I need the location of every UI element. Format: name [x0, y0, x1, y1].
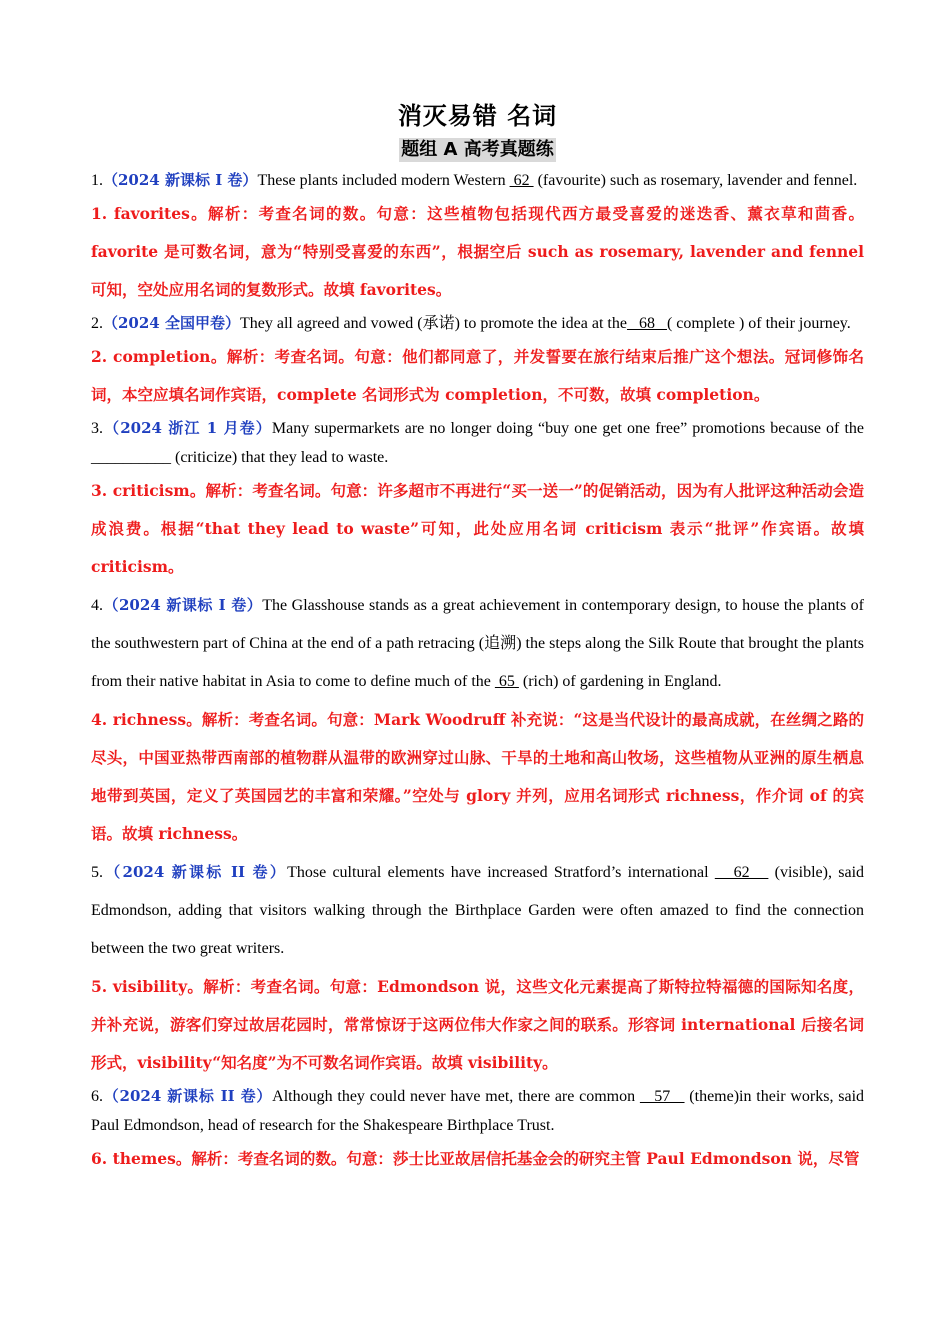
question-text-before: Many supermarkets are no longer doing “buy one get one free” promotions because of the: [271, 420, 864, 437]
page-title: 消灭易错 名词: [397, 102, 558, 130]
question-text-before: The Glasshouse stands as a great achievement in contemporary design, to house the plants of the southwestern part of China at the end of a path retracing (追溯) the steps along the Silk Route that brought the plants from their native habitat in Asia to come to define much of the: [91, 597, 864, 690]
answer-2: 2. completion。解析：考查名词。句意：他们都同意了，并发誓要在旅行结束后推广这个想法。冠词修饰名词，本空应填名词作宾语，complete 名词形式为 completion，不可数，故填 completion。: [91, 347, 864, 404]
question-6: [91, 1082, 864, 1140]
question-text-after: (rich) of gardening in England.: [518, 673, 722, 690]
question-text-before: Those cultural elements have increased Stratford’s international: [287, 864, 715, 881]
question-text-after: (favourite) such as rosemary, lavender and fennel.: [533, 172, 858, 189]
question-text-after: ( complete ) of their journey.: [666, 315, 851, 332]
answer-1: 1. favorites。解析：考查名词的数。句意：这些植物包括现代西方最受喜爱的迷迭香、薰衣草和茴香。favorite 是可数名词，意为“特别受喜爱的东西”，根据空后 such as rosemary, lavender and fennel 可知，空处应用名词的复数形式。故填 favorites。: [91, 204, 864, 299]
question-text-after: (theme)in their works, said Paul Edmondson, head of research for the Shakespeare Birthplace Trust.: [91, 1088, 865, 1134]
question-source: （2024 全国甲卷）: [103, 314, 240, 332]
question-number: 6.: [91, 1088, 103, 1105]
question-text-before: They all agreed and vowed (承诺) to promote the idea at the: [239, 315, 627, 332]
question-text-after: (visible), said Edmondson, adding that visitors walking through the Birthplace Garden were often amazed to find the connection between the two great writers.: [91, 864, 865, 957]
question-5: [91, 853, 864, 968]
question-number: 5.: [91, 864, 103, 881]
question-blank: 62: [714, 864, 769, 881]
subtitle-wrap: [91, 138, 864, 162]
question-text-after: (criticize) that they lead to waste.: [171, 449, 389, 466]
question-source: （2024 新课标 I 卷）: [103, 171, 258, 189]
question-blank: __________: [91, 449, 171, 466]
question-number: 1.: [91, 172, 103, 189]
question-blank: 62: [509, 172, 534, 189]
answer-3: 3. criticism。解析：考查名词。句意：许多超市不再进行“买一送一”的促销活动，因为有人批评这种活动会造成浪费。根据“that they lead to waste”可知，此处应用名词 criticism 表示“批评”作宾语。故填 criticism。: [91, 481, 864, 576]
question-number: 2.: [91, 315, 103, 332]
question-source: （2024 新课标 I 卷）: [103, 596, 263, 614]
answer-5: 5. visibility。解析：考查名词。句意：Edmondson 说，这些文化元素提高了斯特拉特福德的国际知名度，并补充说，游客们穿过故居花园时，常常惊讶于这两位伟大作家之间的联系。形容词 international 后接名词形式，visibility“知名度”为不可数名词作宾语。故填 visibility。: [91, 977, 864, 1072]
answer-4: 4. richness。解析：考查名词。句意：Mark Woodruff 补充说：“这是当代设计的最高成就，在丝绸之路的尽头，中国亚热带西南部的植物群从温带的欧洲穿过山脉、干旱的土地和高山牧场，这些植物从亚洲的原生栖息地带到英国，定义了英国园艺的丰富和荣耀。”空处与 glory 并列，应用名词形式 richness，作介词 of 的宾语。故填 richness。: [91, 710, 864, 843]
question-source: （2024 新课标 II 卷）: [103, 1087, 273, 1105]
section-subtitle: 题组 A 高考真题练: [401, 139, 554, 160]
question-source: （2024 新课标 II 卷）: [103, 863, 288, 881]
question-blank: 57: [639, 1088, 685, 1105]
question-source: （2024 浙江 1 月卷）: [103, 419, 272, 437]
question-number: 3.: [91, 420, 103, 437]
question-3: [91, 414, 864, 472]
question-blank: 65: [494, 673, 519, 690]
question-4: [91, 586, 864, 701]
question-number: 4.: [91, 597, 103, 614]
answer-6: 6. themes。解析：考查名词的数。句意：莎士比亚故居信托基金会的研究主管 Paul Edmondson 说，尽管: [91, 1149, 860, 1168]
question-text-before: Although they could never have met, there are common: [272, 1088, 640, 1105]
question-blank: 68: [626, 315, 667, 332]
question-text-before: These plants included modern Western: [257, 172, 510, 189]
question-2: [91, 309, 864, 338]
question-1: [91, 166, 864, 195]
